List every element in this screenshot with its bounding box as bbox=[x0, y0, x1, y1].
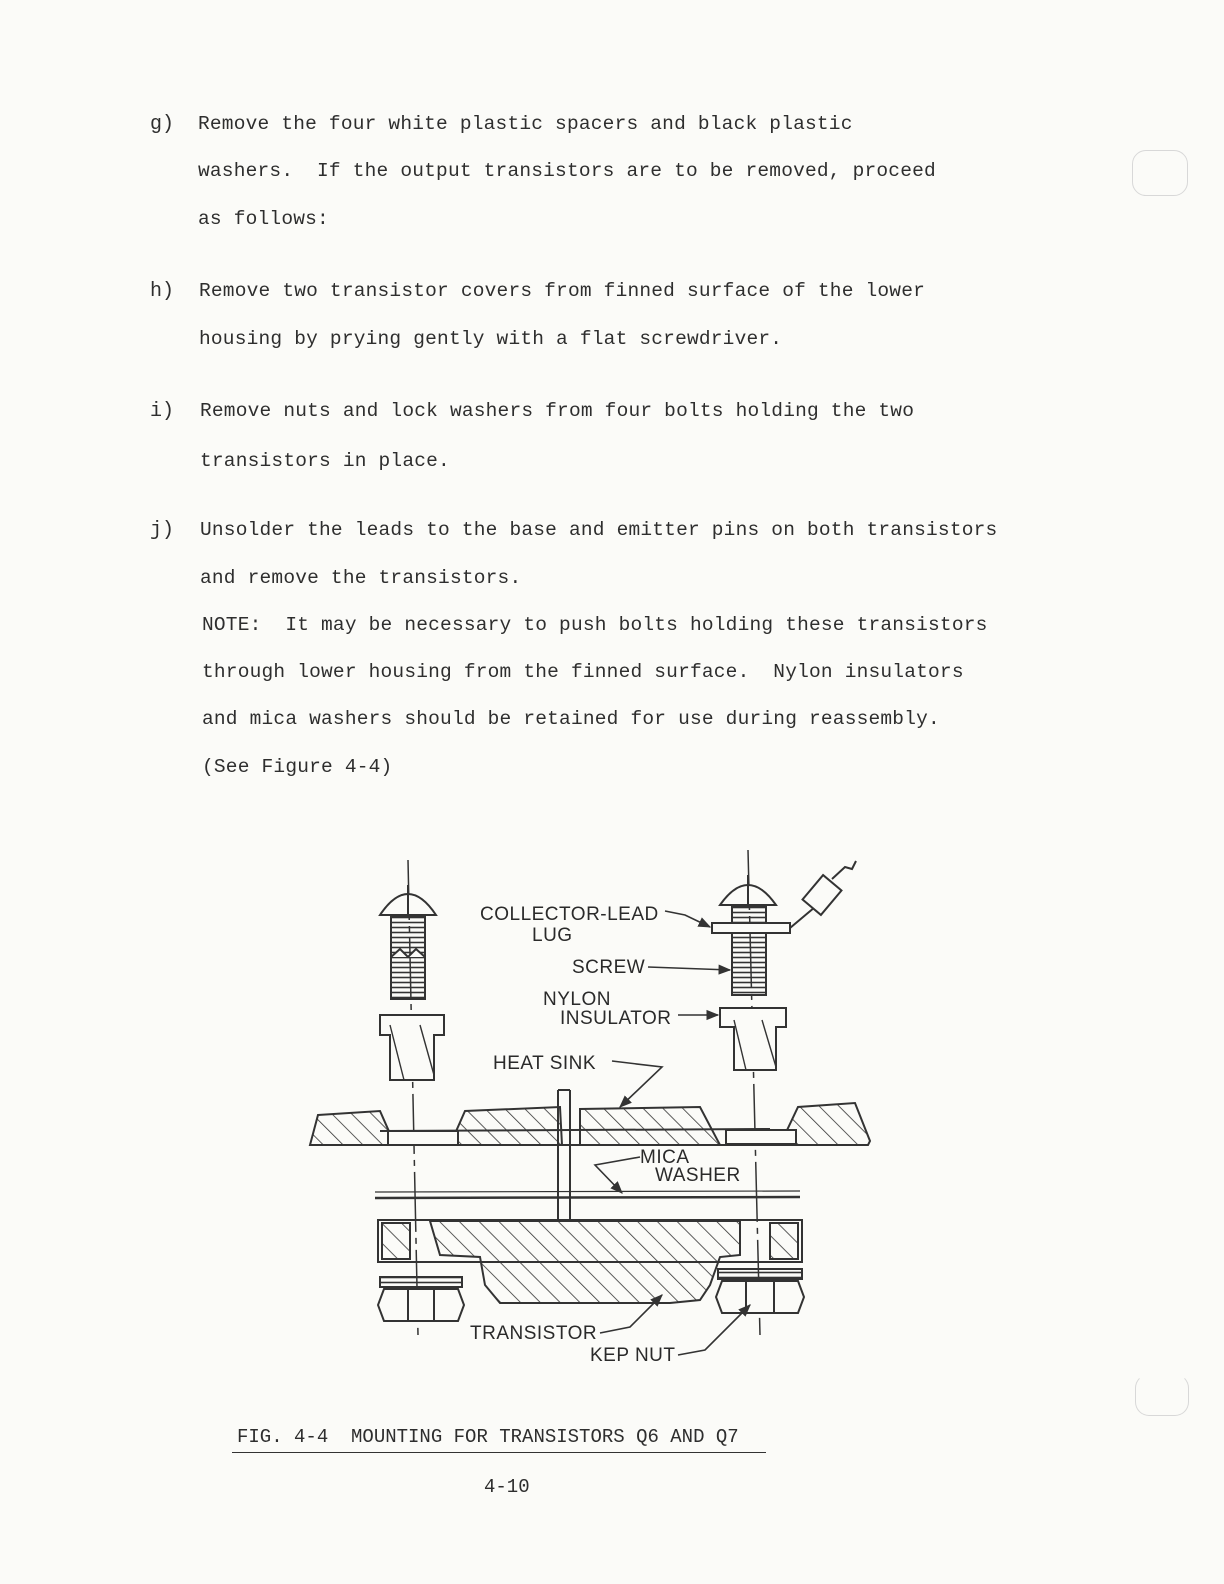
step-h-line-1: Remove two transistor covers from finned surface of the lower bbox=[199, 280, 926, 302]
binder-hole-mark-top bbox=[1132, 150, 1188, 196]
label-kep-nut: KEP NUT bbox=[590, 1345, 676, 1366]
step-marker-g: g) bbox=[150, 113, 175, 136]
label-nylon: NYLON bbox=[543, 989, 611, 1010]
label-collector-lead: COLLECTOR-LEAD bbox=[480, 904, 659, 925]
label-washer: WASHER bbox=[655, 1165, 741, 1186]
step-i-line-2: transistors in place. bbox=[200, 450, 450, 472]
step-i-line-1: Remove nuts and lock washers from four bolts holding the two bbox=[200, 400, 915, 422]
label-mica: MICA bbox=[640, 1147, 690, 1168]
step-g-line-3: as follows: bbox=[198, 208, 329, 230]
step-g-line-2: washers. If the output transistors are to be removed, proceed bbox=[198, 160, 936, 182]
step-j-line-1: Unsolder the leads to the base and emitter pins on both transistors bbox=[200, 519, 998, 541]
label-transistor: TRANSISTOR bbox=[470, 1323, 598, 1344]
figure-4-4 bbox=[300, 845, 880, 1385]
step-marker-i: i) bbox=[150, 400, 175, 423]
label-heat-sink: HEAT SINK bbox=[493, 1053, 597, 1074]
step-j-line-2: and remove the transistors. bbox=[200, 567, 522, 589]
page-number: 4-10 bbox=[484, 1476, 530, 1498]
note-line-4: (See Figure 4-4) bbox=[202, 756, 393, 778]
note-line-3: and mica washers should be retained for use during reassembly. bbox=[202, 708, 940, 730]
label-insulator: INSULATOR bbox=[560, 1008, 672, 1029]
step-h-line-2: housing by prying gently with a flat screwdriver. bbox=[199, 328, 783, 350]
step-marker-j: j) bbox=[150, 519, 175, 542]
note-line-2: through lower housing from the finned surface. Nylon insulators bbox=[202, 661, 964, 683]
caption-underline bbox=[232, 1452, 766, 1453]
step-marker-h: h) bbox=[150, 280, 175, 303]
mounting-diagram bbox=[300, 845, 880, 1385]
label-screw: SCREW bbox=[572, 957, 646, 978]
binder-hole-mark-bottom bbox=[1135, 1374, 1189, 1416]
step-g-line-1: Remove the four white plastic spacers and black plastic bbox=[198, 113, 853, 135]
note-line-1: NOTE: It may be necessary to push bolts holding these transistors bbox=[202, 614, 988, 636]
label-lug: LUG bbox=[532, 925, 573, 946]
figure-caption: FIG. 4-4 MOUNTING FOR TRANSISTORS Q6 AND Q7 bbox=[237, 1426, 739, 1448]
